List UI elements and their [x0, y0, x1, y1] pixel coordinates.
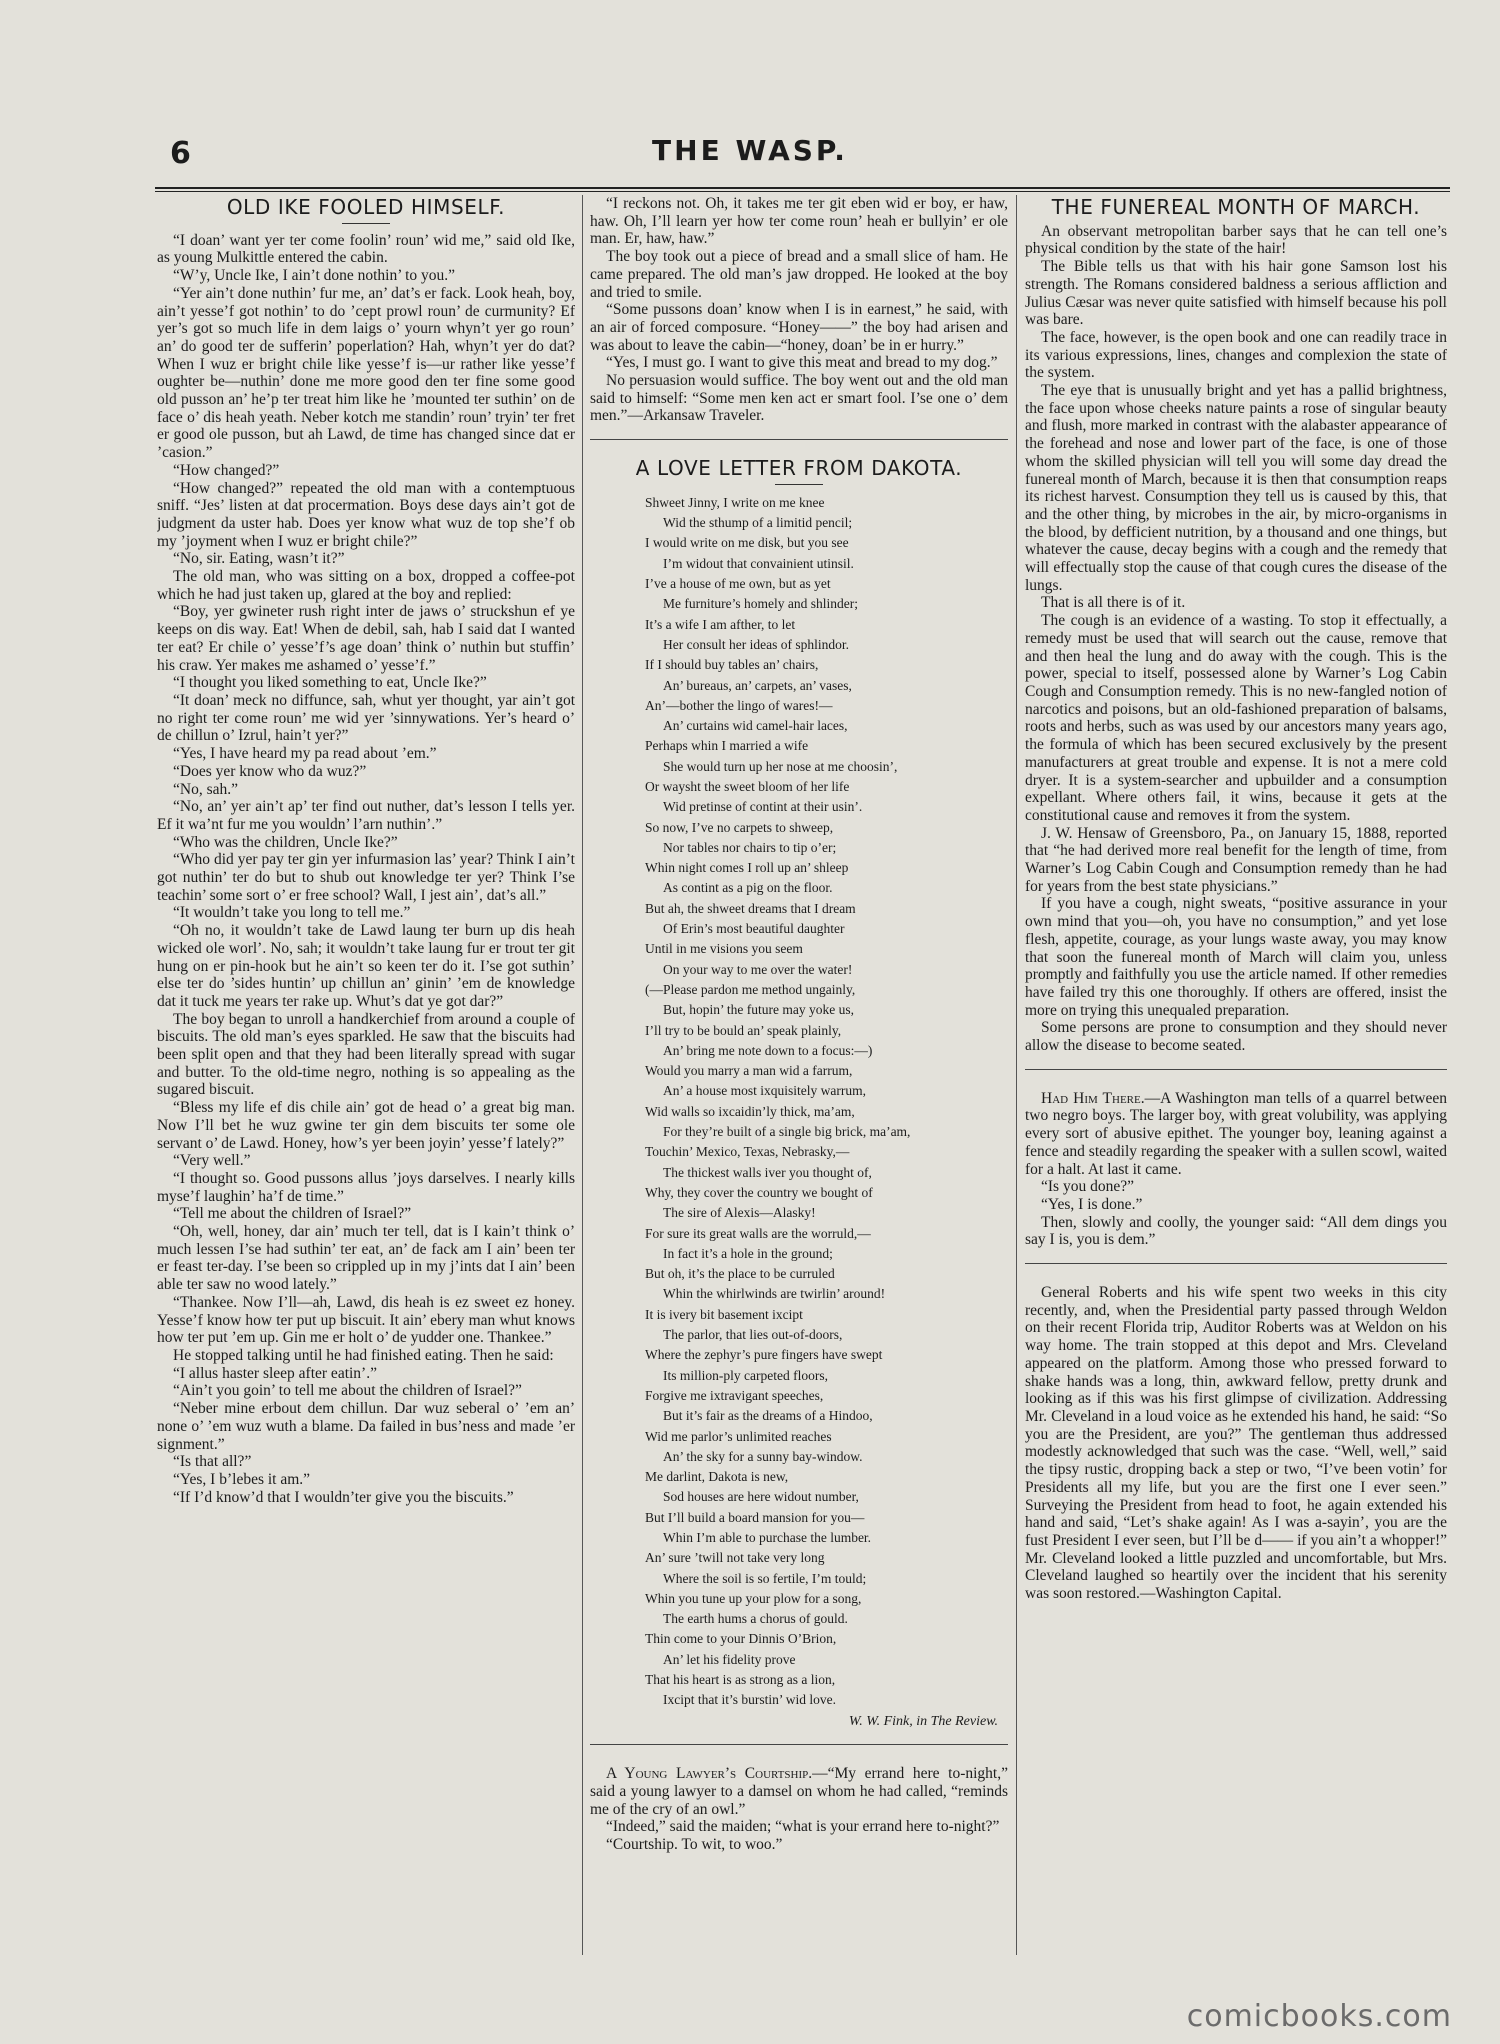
paragraph: “Neber mine erbout dem chillun. Dar wuz seberal o’ ’em an’ none o’ ’em wuz wuth a blame. Da failed in bus’ness and made ’er signment.”	[157, 1400, 575, 1453]
paragraph: “Tell me about the children of Israel?”	[173, 1205, 412, 1223]
paragraph: “I thought so. Good pussons allus ’joys darselves. I nearly kills myse’f laughin’ ha’f de time.”	[157, 1169, 575, 1205]
paragraph: The boy took out a piece of bread and a small slice of ham. He came prepared. The old man’s jaw dropped. He looked at the boy and tried to smile.	[590, 248, 1008, 301]
section-rule	[1025, 1069, 1447, 1070]
paragraph: “Yes, I b’lebes it am.”	[173, 1470, 311, 1488]
poem-line: Whin night comes I roll up an’ shleep	[645, 860, 849, 876]
poem-line: Whin I’m able to purchase the lumber.	[663, 1529, 872, 1545]
courtship-title: A Young Lawyer’s Courtship.	[606, 1765, 813, 1783]
article-body	[590, 195, 1008, 425]
watermark: comicbooks.com	[1186, 1999, 1452, 2034]
paragraph: “Some pussons doan’ know when I is in earnest,” he said, with an air of forced composure. “Honey——” the boy had arisen and was about to leave the cabin—“honey, doan’ be in er hurry.”	[590, 301, 1008, 354]
poem-line: I’ve a house of me own, but as yet	[645, 576, 831, 592]
poem-line: Until in me visions you seem	[645, 941, 803, 957]
paragraph: That is all there is of it.	[1041, 594, 1186, 612]
paragraph: Then, slowly and coolly, the younger said: “All dem dings you say I is, you is dem.”	[1025, 1213, 1447, 1249]
section-rule	[590, 439, 1008, 440]
heading-rule	[342, 223, 390, 224]
paragraph: The old man, who was sitting on a box, dropped a coffee-pot which he had just taken up, glared at the boy and replied:	[157, 568, 575, 603]
poem-line: An’ the sky for a sunny bay-window.	[663, 1448, 863, 1464]
column-divider	[582, 195, 583, 1955]
poem-line: But, hopin’ the future may yoke us,	[663, 1002, 854, 1018]
section-rule	[590, 1744, 1008, 1745]
paragraph: Some persons are prone to consumption and they should never allow the disease to become seated.	[1025, 1019, 1447, 1055]
paragraph: “Boy, yer gwineter rush right inter de jaws o’ struckshun ef ye keeps on dis way. Eat! When de debil, sah, hab I said dat I wanted ter eat? Er chile o’ yesse’f’s age doan’ think o’ nuthin but stuffin’ his craw. Yer makes me ashamed o’ yesse’f.”	[157, 603, 575, 674]
poem-attribution: W. W. Fink, in The Review.	[848, 1713, 998, 1729]
poem-line: The parlor, that lies out-of-doors,	[663, 1327, 843, 1343]
paragraph: “Thankee. Now I’ll—ah, Lawd, dis heah is ez sweet ez honey. Yesse’f know how ter put up biscuit. It ain’ ebery man whut knows how ter put ’em up. Gin me er holt o’ de yudder one. Thankee.”	[157, 1293, 575, 1347]
poem-line: Thin come to your Dinnis O’Brion,	[645, 1631, 837, 1647]
poem-line: But it’s fair as the dreams of a Hindoo,	[663, 1408, 873, 1424]
poem-line: Wid the sthump of a limitid pencil;	[663, 515, 853, 531]
roberts-body	[1025, 1284, 1447, 1603]
poem-line: Wid pretinse of contint at their usin’.	[663, 799, 863, 815]
poem-line: Would you marry a man wid a farrum,	[645, 1063, 853, 1079]
article-body	[1025, 223, 1447, 1055]
poem	[645, 493, 1008, 1711]
poem-line: Its million-ply carpeted floors,	[663, 1367, 828, 1383]
poem-line: (—Please pardon me method ungainly,	[645, 981, 856, 997]
poem-line: Touchin’ Mexico, Texas, Nebrasky,—	[645, 1144, 850, 1160]
poem-line: I’ll try to be bould an’ speak plainly,	[645, 1022, 842, 1038]
poem-line: So now, I’ve no carpets to shweep,	[645, 819, 834, 835]
paragraph: “Very well.”	[173, 1152, 251, 1170]
poem-line: An’ bring me note down to a focus:—)	[663, 1042, 873, 1058]
poem-line: An’ sure ’twill not take very long	[645, 1550, 825, 1566]
poem-line: Me darlint, Dakota is new,	[645, 1469, 789, 1485]
courtship-body	[590, 1818, 1008, 1853]
poem-line: It’s a wife I am afther, to let	[645, 616, 796, 632]
poem-line: Where the soil is so fertile, I’m tould;	[663, 1570, 867, 1586]
header-rule	[155, 187, 1450, 192]
paragraph: “Yes, I have heard my pa read about ’em.”	[173, 745, 437, 763]
had-him-title: Had Him There.	[1041, 1089, 1145, 1107]
heading-rule	[775, 484, 823, 485]
article-heading: OLD IKE FOOLED HIMSELF.	[226, 195, 506, 219]
paragraph: The face, however, is the open book and one can readily trace in its various expressions, lines, changes and complexion the state of the system.	[1025, 328, 1447, 382]
paragraph: “How changed?” repeated the old man with a contemptuous sniff. “Jes’ listen at dat procermation. Boys dese days ain’t got de judgment da uster hab. Does yer know what wuz de top she’f ob my ’joyment when I wuz er bright chile?”	[157, 479, 575, 550]
poem-line: But oh, it’s the place to be curruled	[645, 1266, 835, 1282]
column-2	[590, 195, 1008, 1984]
courtship-paragraph	[590, 1765, 1008, 1818]
poem-line: An’ curtains wid camel-hair laces,	[663, 718, 848, 734]
paragraph: “Yer ain’t done nuthin’ fur me, an’ dat’s er fack. Look heah, boy, ain’t yesse’f got nothin’ to do ’cept prowl roun’ de curmunity? Ef yer’s got so much life in dem laigs o’ yourn whyn’t yer go roun’ an’ do good ter de sufferin’ poperlation? Hah, whyn’t yer do dat? When I wuz er bright chile like yesse’f is—ur rather like yesse’f oughter be—nuthin’ done me more good den ter fine some good old pusson an’ he’p ter treat him like he ’mounted ter suthin’ on de face o’ dis heah yeath. Neber kotch me standin’ roun’ tryin’ ter fret er good ole pusson, but ah Lawd, de time has changed since dat er ’casion.”	[157, 284, 575, 462]
poem-line: Of Erin’s most beautiful daughter	[663, 921, 845, 937]
poem-line: But ah, the shweet dreams that I dream	[645, 900, 856, 916]
poem-line: Sod houses are here widout number,	[663, 1489, 859, 1505]
article-body	[157, 232, 575, 1507]
poem-line: An’ bureaus, an’ carpets, an’ vases,	[663, 677, 852, 693]
paragraph: General Roberts and his wife spent two weeks in this city recently, and, when the Presidential party passed through Weldon on their recent Florida trip, Auditor Roberts was at Weldon on his way home. The train stopped at this depot and Mrs. Cleveland appeared on the platform. Among those who pressed forward to shake hands was a long, thin, awkward fellow, pretty drunk and looking as if this was his first glimpse of civilization. Addressing Mr. Cleveland in a loud voice as he extended his hand, he said: “So you are the President, are you?” The gentleman thus addressed modestly acknowledged that such was the case. “Well, well,” said the tipsy rustic, dropping back a step or two, “I’ve been votin’ for Presidents all my life, but you are the first one I ever seen.” Surveying the President from head to foot, he again extended his hand and said, “Let’s shake again! As I was a-sayin’, you are the fust President I ever seen, but I’ll be d—— if you ain’t a whopper!” Mr. Cleveland looked a little puzzled and uncomfortable, but Mrs. Cleveland laughed so heartily over the incident that his serenity was soon restored.—Washington Capital.	[1025, 1284, 1447, 1603]
paragraph: “Is that all?”	[173, 1453, 252, 1471]
poem-line: Her consult her ideas of sphlindor.	[663, 636, 849, 652]
had-him-body	[1025, 1178, 1447, 1249]
paragraph: If you have a cough, night sweats, “positive assurance in your own mind that you—oh, you have no consumption,” and yet lose flesh, appetite, courage, as your lungs waste away, you may know that soon the funereal month of March will claim you, unless promptly and faithfully you use the article named. If other remedies have failed try this one thoroughly. If others are offered, insist the more on trying this unequaled preparation.	[1025, 895, 1447, 1019]
poem-line: She would turn up her nose at me choosin’,	[663, 758, 898, 774]
poem-line: Or waysht the sweet bloom of her life	[645, 779, 850, 794]
had-him-text: —A Washington man tells of a quarrel between two negro boys. The larger boy, with great volubility, was applying every sort of abusive epithet. The younger boy, leaning against a fence and steadily regarding the speaker with a sullen scowl, waited for a halt. At last it came.	[1025, 1089, 1447, 1178]
paragraph: The boy began to unroll a handkerchief from around a couple of biscuits. The old man’s eyes sparkled. He saw that the biscuits had been split open and that they had been literally spread with sugar and butter. To the old-time negro, nothing is so appealing as the sugared biscuit.	[157, 1010, 575, 1099]
section-rule	[1025, 1263, 1447, 1264]
paragraph: No persuasion would suffice. The boy went out and the old man said to himself: “Some men ken act er smart fool. I’se one o’ dem men.”—Arkansaw Traveler.	[590, 372, 1008, 425]
paragraph: “Who did yer pay ter gin yer infurmasion las’ year? Think I ain’t got nuthin’ ter do but to shub out knowledge ter yer? Think I’se teachin’ some sort o’ er free school? Wall, I jest ain’, dat’s all.”	[157, 851, 575, 904]
page-number: 6	[170, 136, 191, 171]
poem-line: An’—bother the lingo of wares!—	[645, 697, 833, 713]
poem-line: The thickest walls iver you thought of,	[663, 1164, 872, 1180]
poem-line: Me furniture’s homely and shlinder;	[663, 596, 858, 612]
paragraph: “I doan’ want yer ter come foolin’ roun’ wid me,” said old Ike, as young Mulkittle entered the cabin.	[157, 231, 575, 267]
poem-line: For they’re built of a single big brick, ma’am,	[663, 1124, 911, 1140]
poem-line: Perhaps whin I married a wife	[645, 738, 809, 754]
paragraph: “No, an’ yer ain’t ap’ ter find out nuther, dat’s lesson I tells yer. Ef it wa’nt fur me you wouldn’ l’arn nuthin’.”	[157, 798, 575, 833]
paragraph: “I reckons not. Oh, it takes me ter git eben wid er boy, er haw, haw. Oh, I’ll learn yer how ter come roun’ heah er bullyin’ er ole man. Er, haw, haw.”	[590, 195, 1008, 248]
paragraph: The eye that is unusually bright and yet has a pallid brightness, the face upon whose cheeks nature paints a rose of singular beauty and flush, more marked in contrast with the alabaster appearance of the forehead and nose and lower part of the face, is one of those whom the skilled physician will tell you will some day dread the funereal month of March, because it is then that consumption reaps its richest harvest. Consumption they tell us is caused by this, that and the other thing, by microbes in the air, by micro-organisms in the blood, by defficient nutrition, by a thousand and one things, but whatever the cause, decay begins with a cough and the remedy that will effectually stop the cause of that cough cures the disease of the lungs.	[1025, 382, 1447, 594]
poem-line: On your way to me over the water!	[663, 961, 853, 977]
courtship-text: —“My errand here to-night,” said a young lawyer to a damsel on whom he had called, “reminds me of the cry of an owl.”	[590, 1765, 1008, 1818]
poem-line: The earth hums a chorus of gould.	[663, 1611, 848, 1627]
column-1	[157, 195, 575, 1984]
paragraph: J. W. Hensaw of Greensboro, Pa., on January 15, 1888, reported that “he had derived more real benefit for the length of time, from Warner’s Log Cabin Cough and Consumption remedy than he had for years from the best state physicians.”	[1025, 824, 1447, 895]
poem-line: Wid walls so ixcaidin’ly thick, ma’am,	[645, 1103, 855, 1119]
poem-line: That his heart is as strong as a lion,	[645, 1672, 836, 1688]
had-him-paragraph	[1025, 1090, 1447, 1179]
column-divider	[1016, 195, 1017, 1955]
poem-line: I’m widout that convainient utinsil.	[663, 555, 854, 571]
paragraph: “I thought you liked something to eat, Uncle Ike?”	[173, 674, 487, 692]
paragraph: “No, sir. Eating, wasn’t it?”	[173, 550, 345, 568]
paragraph: “No, sah.”	[173, 780, 238, 798]
poem-line: For sure its great walls are the worruld,—	[645, 1225, 871, 1241]
poem-line: Where the zephyr’s pure fingers have swept	[645, 1347, 883, 1363]
poem-line: Whin the whirlwinds are twirlin’ around!	[663, 1286, 886, 1302]
column-3	[1025, 195, 1447, 1984]
paragraph: “Courtship. To wit, to woo.”	[606, 1836, 783, 1854]
paragraph: “It wouldn’t take you long to tell me.”	[173, 904, 411, 922]
paragraph: “Bless my life ef dis chile ain’ got de head o’ a great big man. Now I’ll bet he wuz gwine ter gin dem biscuits ter some ole servant o’ de Lawd. Honey, how’s yer been joyin’ yesse’f lately?”	[157, 1099, 575, 1152]
paragraph: An observant metropolitan barber says that he can tell one’s physical condition by the state of the hair!	[1025, 222, 1447, 258]
poem-line: But I’ll build a board mansion for you—	[645, 1509, 865, 1525]
poem-line: An’ let his fidelity prove	[663, 1651, 796, 1667]
article-heading: THE FUNEREAL MONTH OF MARCH.	[1051, 195, 1421, 219]
poem-line: As contint as a pig on the floor.	[663, 880, 833, 896]
poem-line: Whin you tune up your plow for a song,	[645, 1590, 862, 1606]
paragraph: The Bible tells us that with his hair gone Samson lost his strength. The Romans considered baldness a serious affliction and Julius Cæsar was never quite satisfied with himself because his poll was bare.	[1025, 258, 1447, 329]
poem-line: If I should buy tables an’ chairs,	[645, 657, 819, 673]
paragraph: He stopped talking until he had finished eating. Then he said:	[173, 1347, 554, 1364]
poem-line: The sire of Alexis—Alasky!	[663, 1205, 816, 1221]
paragraph: “Yes, I is done.”	[1041, 1195, 1143, 1213]
paragraph: The cough is an evidence of a wasting. To stop it effectually, a remedy must be used that will search out the cause, remove that and then heal the lung and do away with the cough. This is the power, special to itself, possessed alone by Warner’s Log Cabin Cough and Consumption remedy. This is no new-fangled notion of narcotics and poisons, but an old-fashioned preparation of balsams, roots and herbs, such as was used by our ancestors many years ago, the formula of which has been secured exclusively by the present manufacturers at great trouble and expense. It is not a mere cold dryer. It is a system-searcher and upbuilder and a consumption expellant. Where others fail, it wins, because it gets at the constitutional cause and removes it from the system.	[1025, 612, 1447, 824]
masthead: THE WASP.	[652, 134, 848, 167]
poem-line: I would write on me disk, but you see	[645, 535, 849, 551]
paragraph: “Who was the children, Uncle Ike?”	[173, 833, 398, 851]
paragraph: “It doan’ meck no diffunce, sah, whut yer thought, yar ain’t got no right ter come roun’ me wid yer ’sinnywations. Yer’s heard o’ de chillun o’ Izrul, hain’t yer?”	[157, 691, 575, 745]
paragraph: “Oh, well, honey, dar ain’ much ter tell, dat is I kain’t think o’ much lessen I’se had suthin’ ter eat, an’ de fack am I ain’ been ter er feast ter-day. I’se been so crippled up in my j’ints dat I ain’ been able ter saw no wood lately.”	[157, 1223, 575, 1294]
poem-heading: A LOVE LETTER FROM DAKOTA.	[635, 456, 963, 481]
poem-line: Wid me parlor’s unlimited reaches	[645, 1428, 832, 1444]
paragraph: “How changed?”	[173, 461, 280, 479]
poem-line: It is ivery bit basement ixcipt	[645, 1306, 803, 1322]
paragraph: “Is you done?”	[1041, 1178, 1134, 1196]
paragraph: “Yes, I must go. I want to give this meat and bread to my dog.”	[606, 354, 998, 372]
poem-line: Shweet Jinny, I write on me knee	[645, 494, 825, 510]
paragraph: “Does yer know who da wuz?”	[173, 762, 367, 780]
poem-line: Why, they cover the country we bought of	[645, 1184, 873, 1200]
paragraph: “If I’d know’d that I wouldn’ter give you the biscuits.”	[173, 1488, 514, 1506]
paragraph: “Indeed,” said the maiden; “what is your errand here to-night?”	[606, 1818, 1000, 1836]
poem-line: Ixcipt that it’s burstin’ wid love.	[663, 1692, 836, 1708]
paragraph: “Ain’t you goin’ to tell me about the children of Israel?”	[173, 1382, 522, 1400]
poem-line: An’ a house most ixquisitely warrum,	[663, 1083, 866, 1099]
poem-line: In fact it’s a hole in the ground;	[663, 1245, 833, 1261]
paragraph: “I allus haster sleep after eatin’.”	[173, 1364, 377, 1382]
poem-line: Nor tables nor chairs to tip o’er;	[663, 839, 837, 855]
poem-line: Forgive me ixtravigant speeches,	[645, 1387, 824, 1403]
paragraph: “W’y, Uncle Ike, I ain’t done nothin’ to you.”	[173, 267, 456, 285]
paragraph: “Oh no, it wouldn’t take de Lawd laung ter burn up dis heah wicked ole worl’. No, sah; it wouldn’t take laung fur er trout ter git hung on er pin-hook but he ain’t so keen ter do it. I’se got suthin’ else ter do ’sides huntin’ up chillun an’ ginin’ ’em de knowledge dat it tuck me years ter rake up. Whut’s dat ye got dar?”	[157, 922, 575, 1010]
